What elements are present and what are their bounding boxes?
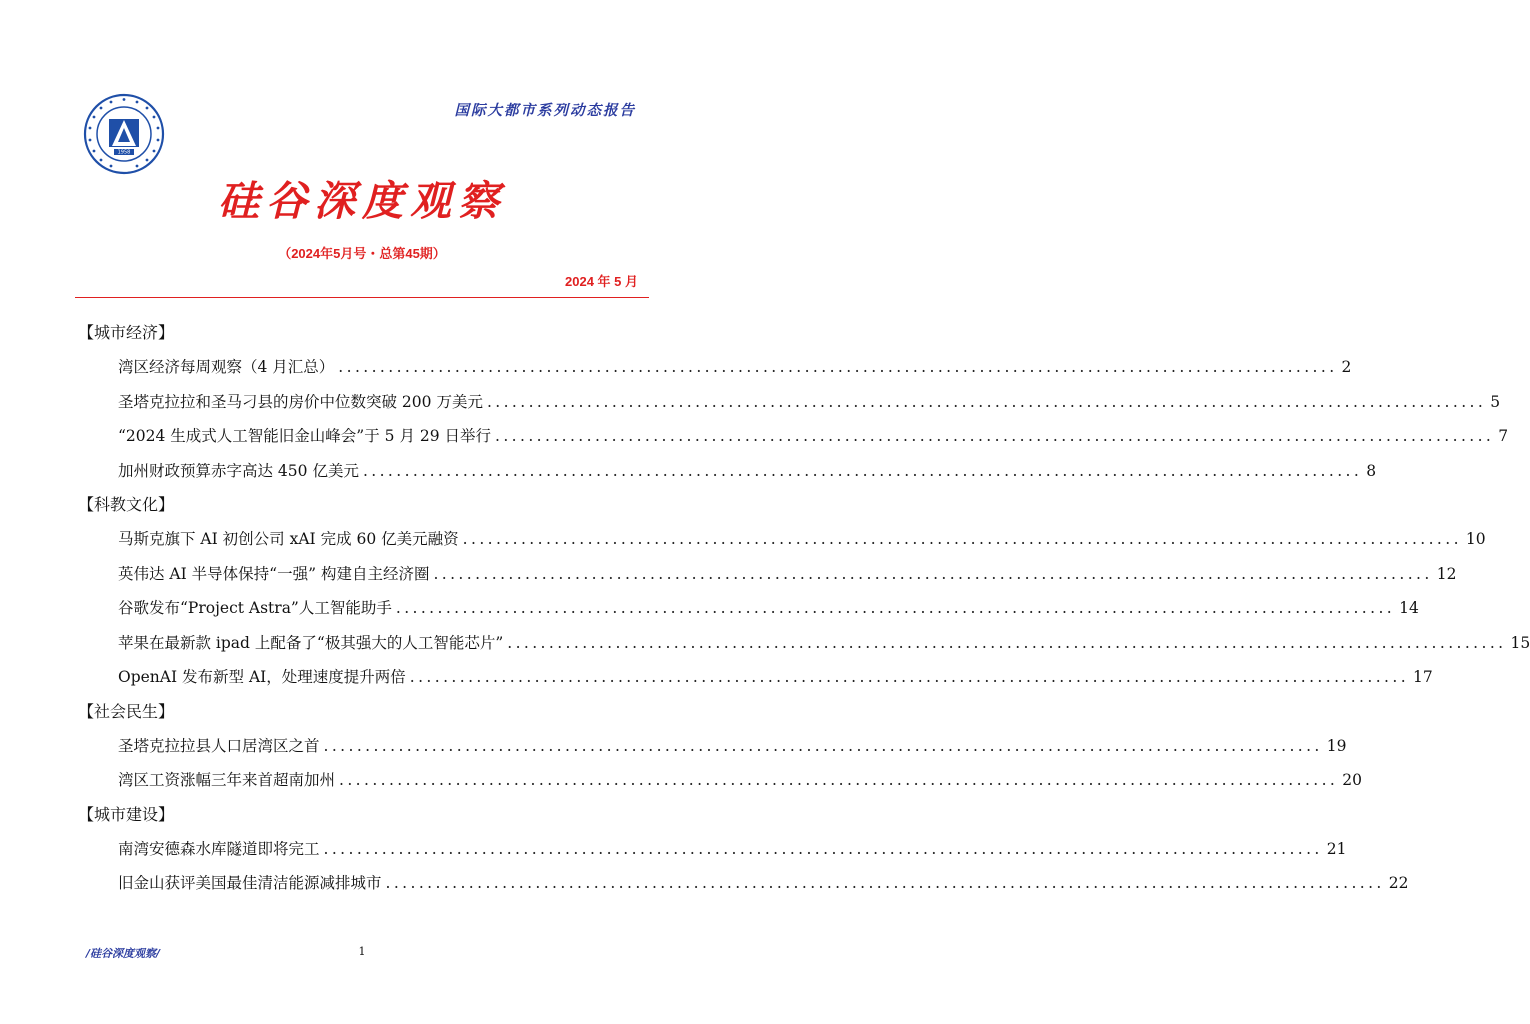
toc-entry-title: “2024 生成式人工智能旧金山峰会”于 5 月 29 日举行	[118, 427, 492, 445]
toc-entry[interactable]	[78, 832, 1347, 867]
toc-entry[interactable]	[78, 522, 1486, 557]
toc-entry[interactable]	[78, 557, 1457, 592]
toc-page-number: 20	[1342, 771, 1362, 789]
toc-leader-dots: ........................................................................................................................	[495, 427, 1495, 445]
toc-entry-title: 湾区经济每周观察（4 月汇总）	[118, 358, 335, 376]
toc-section-heading: 【社会民生】	[78, 701, 175, 721]
toc-entry[interactable]	[78, 866, 1409, 901]
toc-leader-dots: ........................................................................................................................	[323, 736, 1323, 755]
toc-section-science-culture	[78, 488, 1530, 695]
toc-page-number: 12	[1436, 564, 1457, 583]
toc-entry[interactable]	[78, 591, 1419, 626]
toc-leader-dots: ........................................................................................................................	[409, 668, 1410, 686]
toc-section-heading: 【科教文化】	[78, 495, 175, 514]
toc-section-urban-construction	[78, 798, 1409, 901]
toc-entry-title: 谷歌发布“Project Astra”人工智能助手	[118, 599, 392, 617]
toc-leader-dots: ........................................................................................................................	[433, 564, 1433, 583]
page-title: 硅谷深度观察	[218, 177, 506, 225]
toc-entry-title: 加州财政预算赤字高达 450 亿美元	[118, 461, 359, 480]
header-divider	[75, 297, 649, 298]
toc-leader-dots: ........................................................................................................................	[338, 358, 1338, 376]
toc-leader-dots: ........................................................................................................................	[507, 633, 1507, 652]
toc-leader-dots: ........................................................................................................................	[462, 530, 1462, 548]
toc-entry-title: 旧金山获评美国最佳清洁能源减排城市	[118, 874, 382, 892]
toc-entry[interactable]	[78, 385, 1501, 420]
toc-entry-title: OpenAI 发布新型 AI，处理速度提升两倍	[118, 668, 406, 686]
toc-page-number: 22	[1388, 874, 1409, 892]
toc-page-number: 19	[1326, 736, 1347, 755]
toc-leader-dots: ........................................................................................................................	[323, 839, 1323, 858]
toc-page-number: 10	[1465, 530, 1486, 548]
toc-page-number: 8	[1366, 461, 1377, 480]
toc-entry-title: 苹果在最新款 ipad 上配备了“极其强大的人工智能芯片”	[118, 633, 504, 652]
toc-entry-title: 南湾安德森水库隧道即将完工	[118, 839, 320, 858]
toc-entry-title: 圣塔克拉拉和圣马刁县的房价中位数突破 200 万美元	[118, 392, 483, 411]
toc-section-heading: 【城市经济】	[78, 323, 175, 342]
toc-entry[interactable]	[78, 729, 1347, 764]
seal-year: 1958	[117, 149, 131, 156]
toc-entry[interactable]	[78, 454, 1377, 489]
publication-date: 2024 年 5 月	[565, 274, 638, 289]
table-of-contents	[78, 316, 1530, 901]
toc-page-number: 21	[1326, 839, 1347, 858]
toc-entry[interactable]	[78, 626, 1530, 661]
footer-publication-name: /硅谷深度观察/	[86, 947, 161, 960]
toc-entry-title: 圣塔克拉拉县人口居湾区之首	[118, 736, 320, 755]
issue-number: （2024年5月号・总第45期）	[278, 246, 446, 261]
toc-leader-dots: ........................................................................................................................	[385, 874, 1385, 892]
academy-seal-icon	[83, 93, 165, 175]
toc-entry[interactable]	[78, 419, 1509, 454]
toc-leader-dots: ........................................................................................................................	[362, 461, 1363, 480]
toc-entry-title: 马斯克旗下 AI 初创公司 xAI 完成 60 亿美元融资	[118, 530, 459, 548]
toc-section-urban-economy	[78, 316, 1509, 488]
toc-page-number: 17	[1413, 668, 1433, 686]
toc-page-number: 7	[1498, 427, 1509, 445]
footer-page-number: 1	[358, 945, 366, 958]
toc-entry[interactable]	[78, 660, 1433, 695]
series-title: 国际大都市系列动态报告	[454, 103, 636, 119]
toc-page-number: 5	[1490, 392, 1501, 411]
toc-leader-dots: ........................................................................................................................	[395, 599, 1396, 617]
toc-page-number: 15	[1510, 633, 1530, 652]
toc-section-heading: 【城市建设】	[78, 804, 175, 824]
toc-page-number: 2	[1341, 358, 1352, 376]
toc-entry[interactable]	[78, 763, 1362, 798]
toc-entry-title: 英伟达 AI 半导体保持“一强” 构建自主经济圈	[118, 564, 430, 583]
toc-entry-title: 湾区工资涨幅三年来首超南加州	[118, 771, 336, 789]
toc-page-number: 14	[1399, 599, 1419, 617]
toc-section-social-livelihood	[78, 695, 1362, 798]
toc-leader-dots: ........................................................................................................................	[339, 771, 1339, 789]
toc-leader-dots: ........................................................................................................................	[486, 392, 1487, 411]
toc-entry[interactable]	[78, 350, 1352, 385]
